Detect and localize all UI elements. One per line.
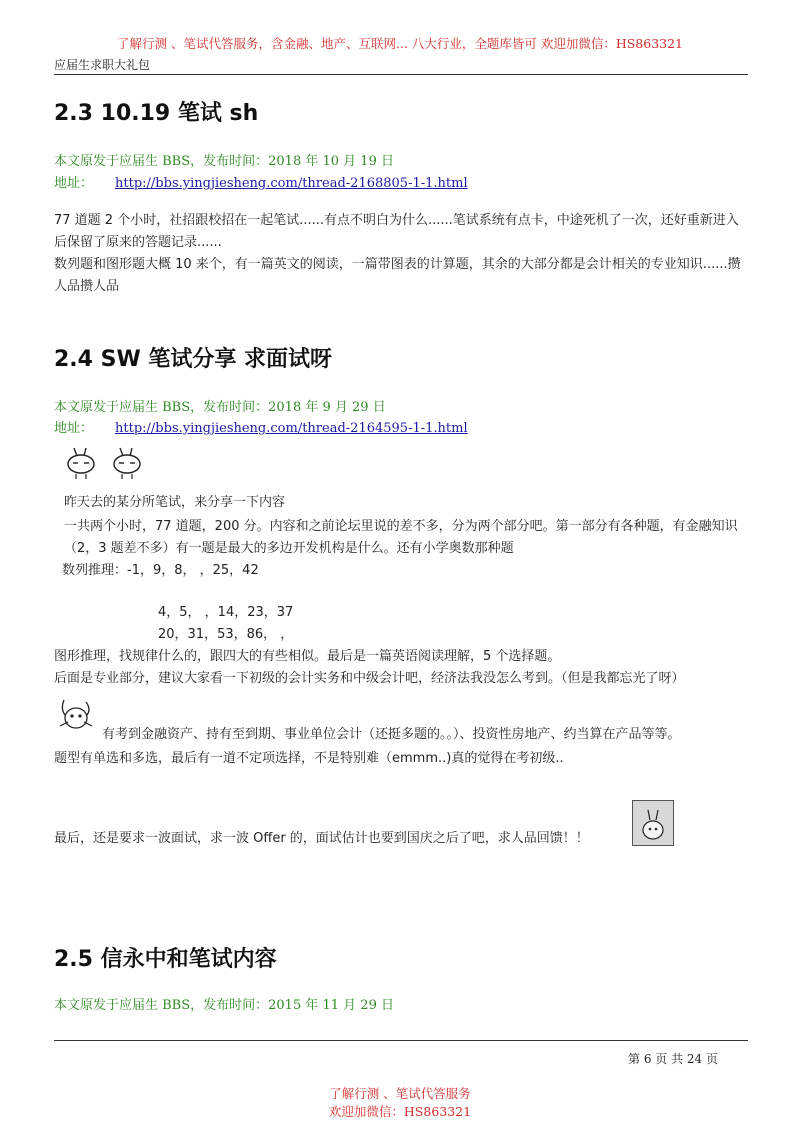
sequence-line: 20，31，53，86， ， xyxy=(158,627,294,642)
bottom-promo-line: 了解行测 、笔试代答服务 xyxy=(329,1086,471,1101)
section-meta: 本文原发于应届生 BBS，发布时间：2018 年 10 月 19 日 xyxy=(54,154,394,169)
rabbit-shrug-icon xyxy=(56,696,98,734)
footer-divider xyxy=(54,1040,748,1041)
section-heading-2-5: 2.5 信永中和笔试内容 xyxy=(54,947,277,972)
paragraph: 后面是专业部分，建议大家看一下初级的会计实务和中级会计吧，经济法我没怎么考到。（但是我都忘光了呀） xyxy=(54,671,685,686)
sequence-line: 4，5， ，14，23，37 xyxy=(158,605,294,620)
paragraph: 77 道题 2 个小时，社招跟校招在一起笔试......有点不明白为什么......笔试系统有点卡，中途死机了一次，还好重新进入后保留了原来的答题记录...... xyxy=(54,213,739,250)
paragraph: 数列题和图形题大概 10 来个，有一篇英文的阅读，一篇带图表的计算题，其余的大部分都是会计相关的专业知识......攒人品攒人品 xyxy=(54,257,741,294)
rabbit-sticker-icon xyxy=(632,800,674,846)
section-address xyxy=(54,172,468,191)
section-address xyxy=(54,417,468,436)
thread-link[interactable]: http://bbs.yingjiesheng.com/thread-2168805-1-1.html xyxy=(115,176,468,191)
section-heading-2-3: 2.3 10.19 笔试 sh xyxy=(54,101,259,126)
paragraph: 最后，还是要求一波面试，求一波 Offer 的，面试估计也要到国庆之后了吧，求人品回馈！！ xyxy=(54,831,589,846)
bottom-promo-line: 欢迎加微信：HS863321 xyxy=(328,1104,472,1119)
paragraph: 昨天去的某分所笔试，来分享一下内容 xyxy=(64,495,286,510)
section-meta: 本文原发于应届生 BBS，发布时间：2018 年 9 月 29 日 xyxy=(54,400,386,415)
paragraph: 有考到金融资产、持有至到期、事业单位会计（还挺多题的。。）、投资性房地产、约当算在产品等等。 xyxy=(102,727,681,742)
page-number: 第 6 页 共 24 页 xyxy=(628,1052,718,1066)
rabbit-emoticon-icon xyxy=(64,444,100,480)
top-promo-banner: 了解行测 、笔试代答服务，含金融、地产、互联网... 八大行业，全题库皆可 欢迎加微信：HS863321 xyxy=(116,36,684,51)
header-divider xyxy=(54,74,748,75)
paragraph: 图形推理，找规律什么的，跟四大的有些相似。最后是一篇英语阅读理解，5 个选择题。 xyxy=(54,649,561,664)
running-header: 应届生求职大礼包 xyxy=(54,58,151,72)
section-heading-2-4: 2.4 SW 笔试分享 求面试呀 xyxy=(54,347,333,372)
section-meta: 本文原发于应届生 BBS，发布时间：2015 年 11 月 29 日 xyxy=(54,998,394,1013)
paragraph: 题型有单选和多选，最后有一道不定项选择，不是特别难（emmm..)真的觉得在考初级.. xyxy=(54,751,564,766)
rabbit-emoticon-icon xyxy=(110,444,146,480)
address-label: 地址： xyxy=(54,421,94,436)
sequence-line: 数列推理：-1，9，8， ，25，42 xyxy=(62,563,259,578)
thread-link[interactable]: http://bbs.yingjiesheng.com/thread-2164595-1-1.html xyxy=(115,421,468,436)
address-label: 地址： xyxy=(54,176,94,191)
paragraph: 一共两个小时，77 道题，200 分。内容和之前论坛里说的差不多，分为两个部分吧。第一部分有各种题，有金融知识（2，3 题差不多）有一题是最大的多边开发机构是什么。还有小学奥数那种题 xyxy=(64,519,738,556)
